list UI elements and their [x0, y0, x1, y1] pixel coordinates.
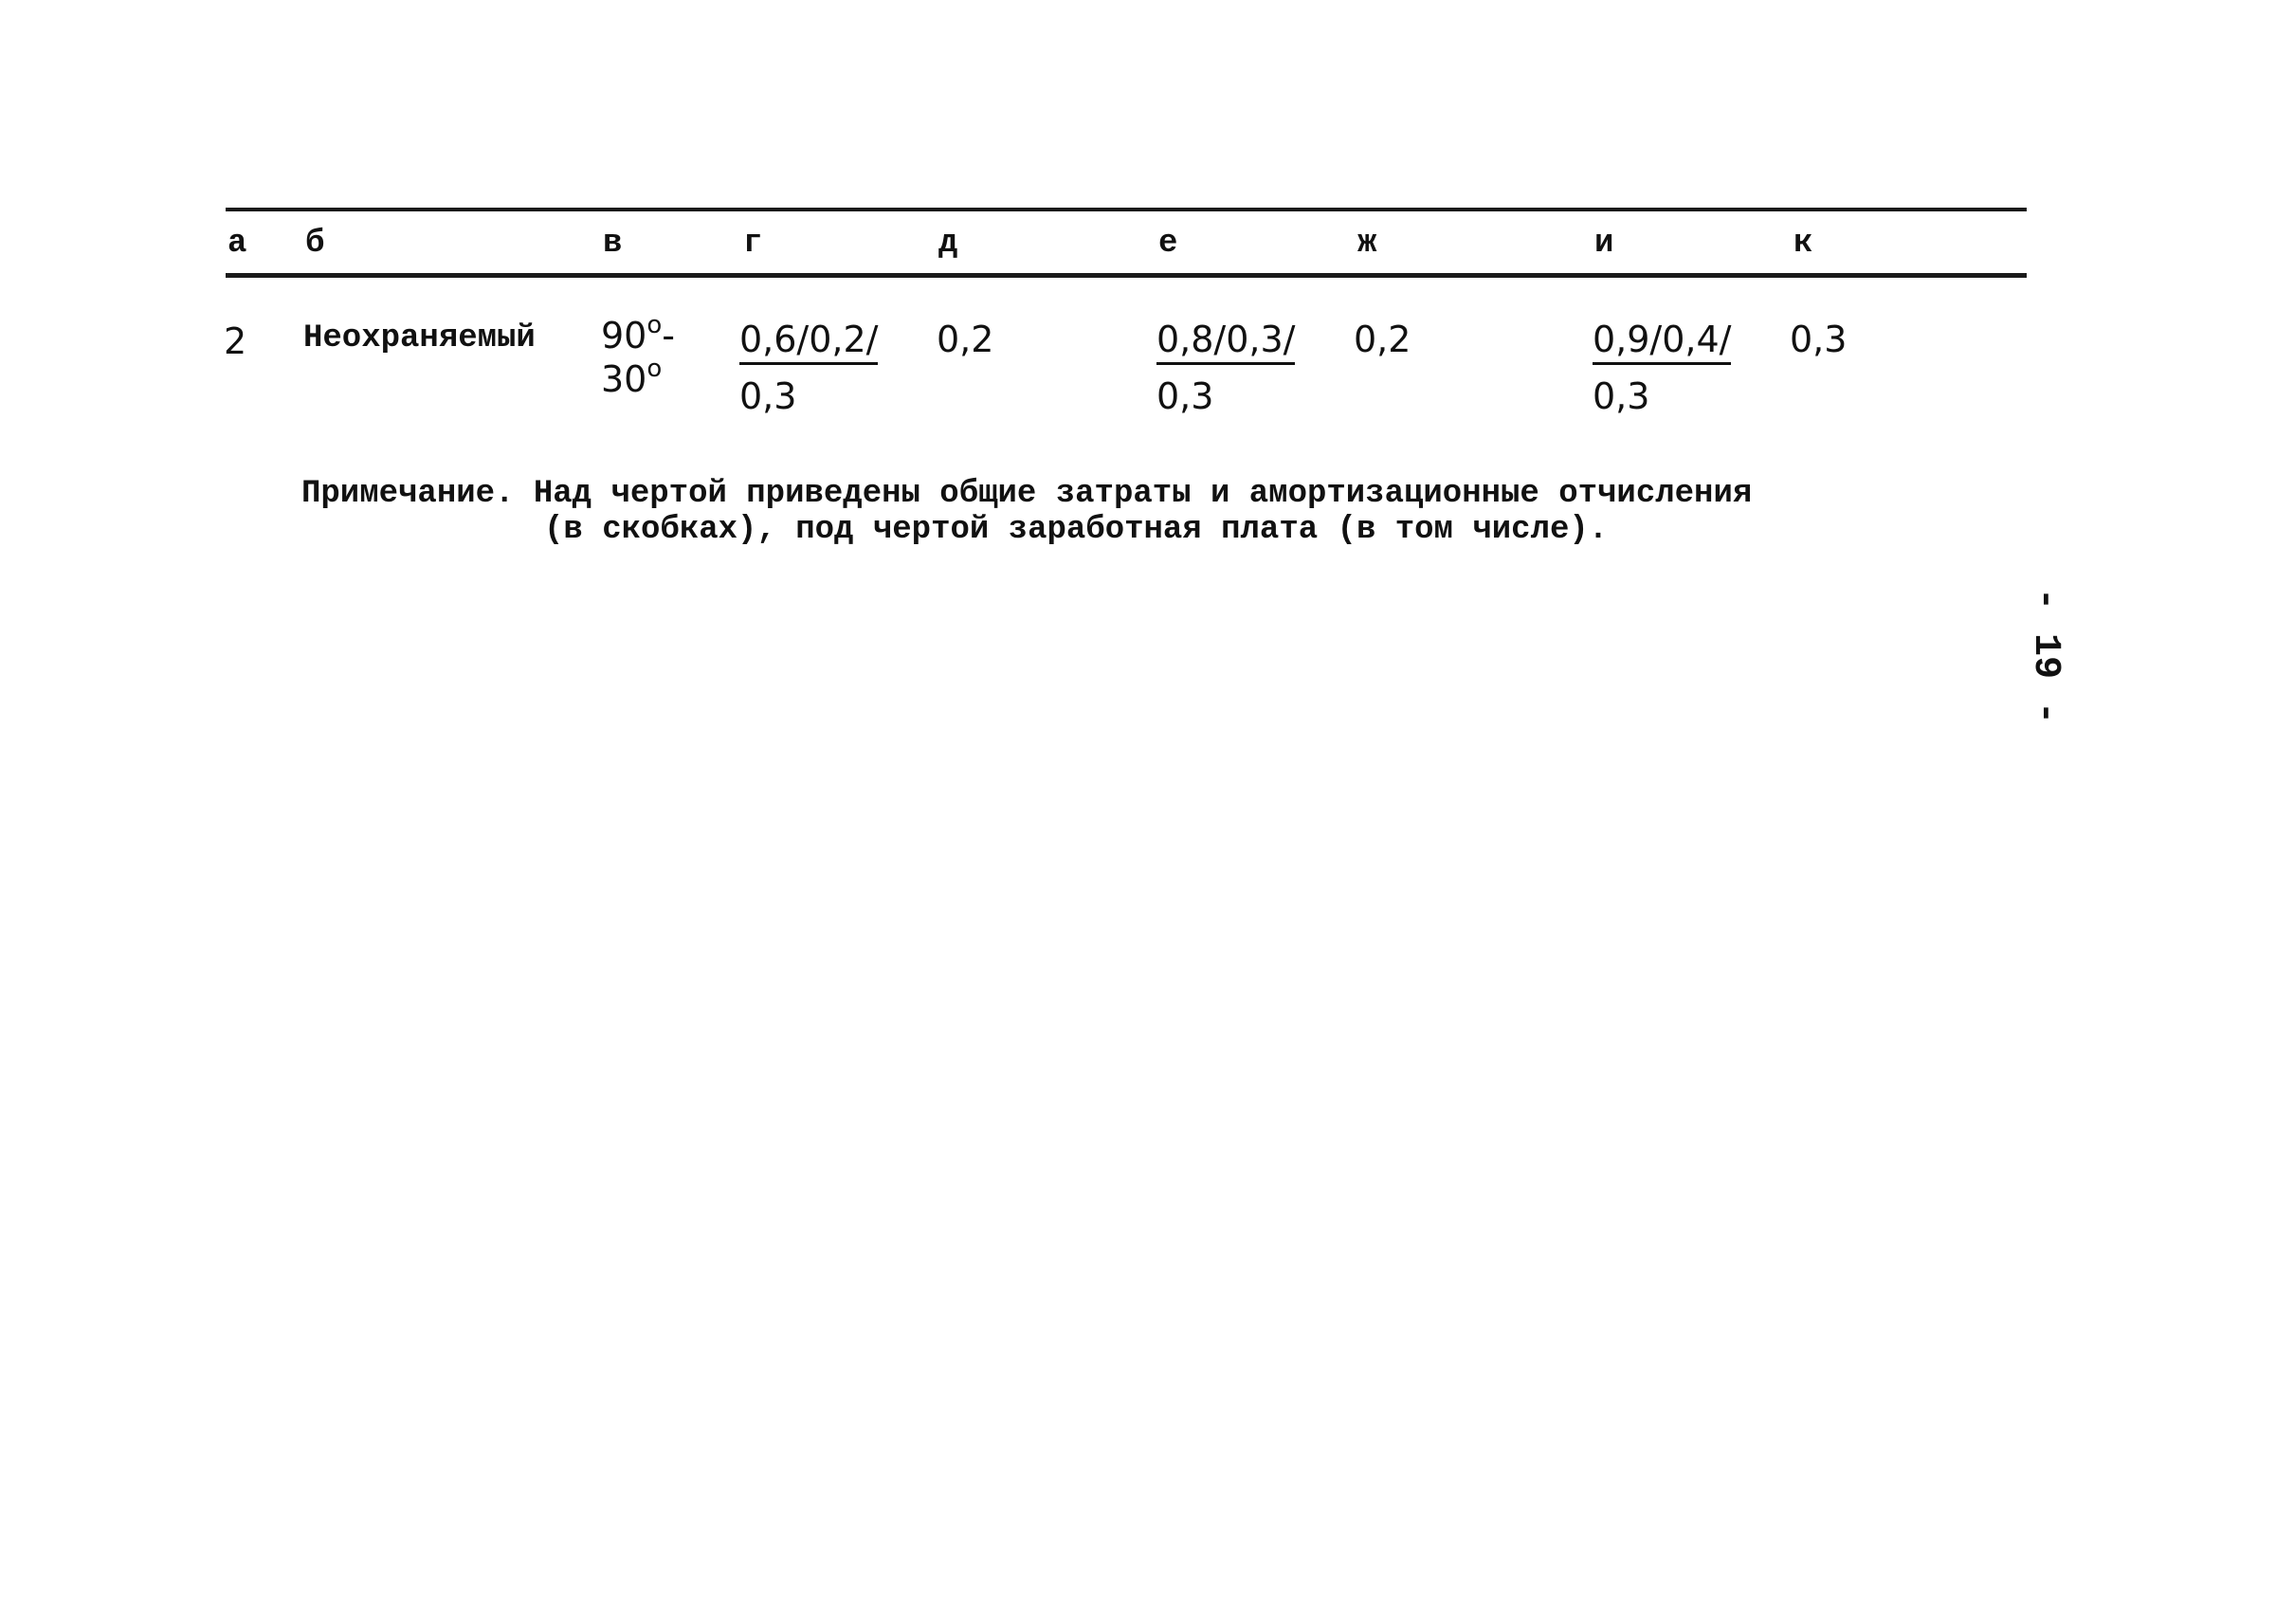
col-e-total-cost: 0,8/0,3/ — [1156, 319, 1295, 365]
header-col-zh: ж — [1357, 226, 1377, 262]
col-zh-value: 0,2 — [1354, 319, 1411, 360]
note-line-2: (в скобках), под чертой заработная плата (в том числе). — [544, 512, 1609, 548]
table-header-rule — [226, 273, 2027, 278]
col-i-total-cost: 0,9/0,4/ — [1593, 319, 1731, 365]
header-col-i: и — [1594, 226, 1614, 262]
angle-bottom: $30^о$ — [601, 355, 663, 400]
col-e-wages: 0,3 — [1156, 375, 1214, 417]
col-i-wages: 0,3 — [1593, 375, 1650, 417]
header-col-b: б — [305, 226, 325, 262]
table-top-rule — [226, 208, 2027, 211]
row-object-name: Неохраняемый — [303, 320, 536, 356]
col-g-wages: 0,3 — [739, 375, 797, 417]
header-col-d: д — [938, 226, 958, 262]
col-d-value: 0,2 — [937, 319, 994, 360]
col-g-total-cost: 0,6/0,2/ — [739, 319, 878, 365]
header-col-g: г — [743, 226, 763, 262]
header-col-k: к — [1793, 226, 1813, 262]
row-number: 2 — [224, 320, 247, 362]
header-col-v: в — [603, 226, 623, 262]
note-line-1: Примечание. Над чертой приведены общие затраты и амортизационные отчисления — [301, 476, 1753, 512]
header-col-a: а — [228, 226, 247, 262]
angle-top: $90^о-$ — [601, 311, 675, 356]
page-number: - 19 - — [2024, 588, 2066, 725]
col-k-value: 0,3 — [1790, 319, 1848, 360]
header-col-e: е — [1158, 226, 1178, 262]
